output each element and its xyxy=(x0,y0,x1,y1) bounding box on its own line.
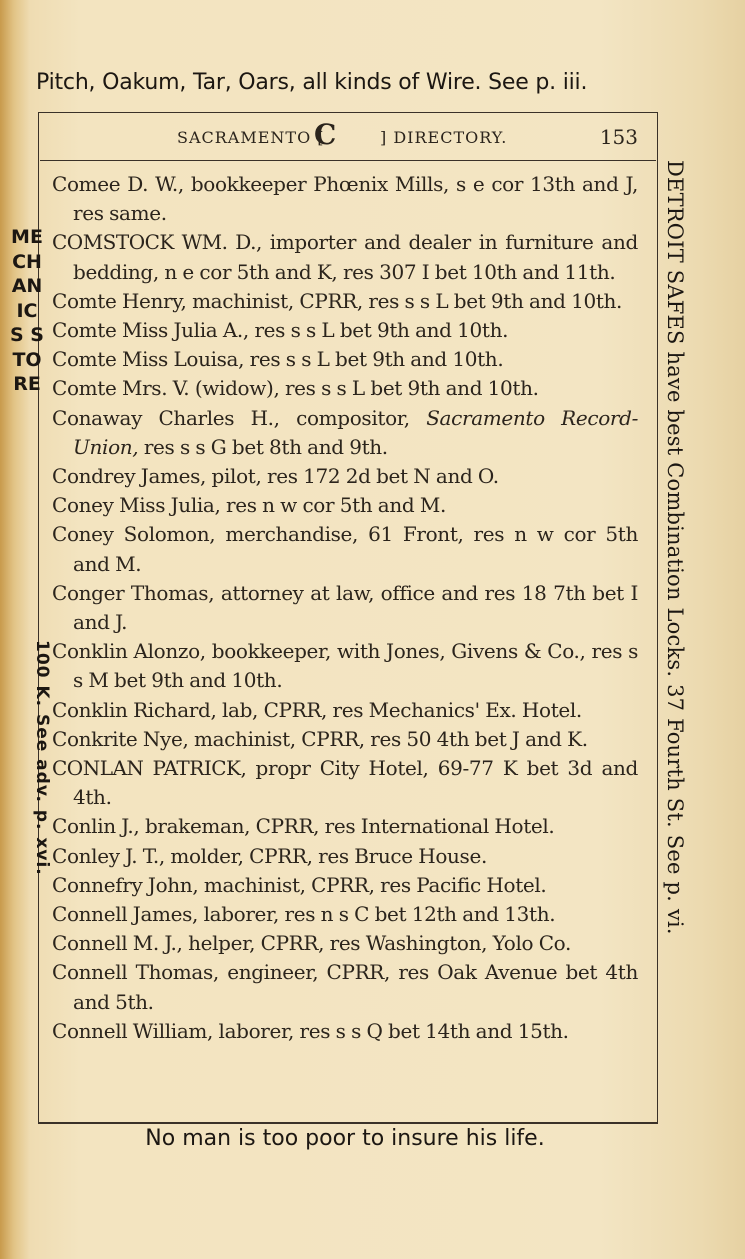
directory-entry xyxy=(52,462,638,491)
header-city: SACRAMENTO [ xyxy=(177,128,325,147)
entry-name: Conlin J., xyxy=(52,814,140,839)
entry-details: laborer, res n s C bet 12th and 13th. xyxy=(198,902,556,927)
entry-details: machinist, CPRR, res 50 4th bet J and K. xyxy=(188,726,588,751)
directory-entry xyxy=(52,579,638,637)
frame-top-rule xyxy=(38,112,658,113)
entry-name: CONLAN PATRICK, xyxy=(52,756,247,781)
entry-name: Conkrite Nye, xyxy=(52,726,189,751)
entry-name: Connefry John, xyxy=(52,872,199,897)
entry-name: Comte Miss Julia A., xyxy=(52,318,249,343)
directory-entry xyxy=(52,170,638,228)
entry-details: helper, CPRR, res Washington, Yolo Co. xyxy=(182,931,572,956)
directory-entry xyxy=(52,491,638,520)
left-margin-advertisement-rotated: 100 K. See adv. p. xvi. xyxy=(32,640,52,876)
entry-details: attorney at law, office and res 18 7th bet I and J. xyxy=(73,580,638,635)
directory-entry xyxy=(52,929,638,958)
entry-name: Connell M. J., xyxy=(52,931,183,956)
entry-name: Comte Henry, xyxy=(52,288,187,313)
entry-name: Condrey James, xyxy=(52,464,207,489)
right-margin-advertisement: DETROIT SAFES have best Combination Locks. 37 Fourth St. See p. vi. xyxy=(663,160,687,935)
directory-entry xyxy=(52,520,638,578)
running-header xyxy=(52,120,638,160)
directory-entry xyxy=(52,754,638,812)
entry-name: Conger Thomas, xyxy=(52,580,215,605)
directory-entry xyxy=(52,842,638,871)
entry-name: Comee D. W., xyxy=(52,172,184,196)
entry-details: propr City Hotel, 69-77 K bet 3d and 4th. xyxy=(73,756,639,810)
entry-name: Comte Mrs. V. xyxy=(52,376,190,401)
entry-name: Conaway Charles H., xyxy=(52,405,280,430)
entry-name: Coney Solomon, xyxy=(52,522,216,547)
directory-entry xyxy=(52,316,638,345)
entry-name: Connell Thomas, xyxy=(52,960,219,985)
entry-details: molder, CPRR, res Bruce House. xyxy=(164,843,487,868)
directory-entry xyxy=(52,1017,638,1046)
entry-employer-italic: Sacramento Record-Union, xyxy=(73,405,638,459)
entry-details: pilot, res 172 2d bet N and O. xyxy=(206,464,499,489)
directory-entry xyxy=(52,404,638,462)
entry-name: Comte Miss Louisa, xyxy=(52,347,245,372)
entry-details: res n w cor 5th and M. xyxy=(220,493,447,518)
entry-details: machinist, CPRR, res Pacific Hotel. xyxy=(198,872,547,897)
header-rule xyxy=(40,160,656,161)
entry-details: importer and dealer in furniture and bedding, n e cor 5th and K, res 307 I bet 10th and 11th. xyxy=(73,230,638,284)
entry-details: bookkeeper, with Jones, Givens & Co., res s s M bet 9th and 10th. xyxy=(73,639,639,693)
entry-details-continued: res s s G bet 8th and 9th. xyxy=(138,434,388,459)
directory-entry xyxy=(52,958,638,1016)
entry-name: Connell James, xyxy=(52,902,199,927)
entry-name: COMSTOCK WM. D., xyxy=(52,230,262,255)
entry-name: Conklin Richard, xyxy=(52,697,217,722)
entry-name: Connell William, xyxy=(52,1018,214,1043)
entry-details: laborer, res s s Q bet 14th and 15th. xyxy=(213,1018,569,1043)
directory-entry xyxy=(52,812,638,841)
entry-details: compositor, xyxy=(279,405,427,430)
header-letter: C xyxy=(314,118,337,151)
directory-entry xyxy=(52,374,638,403)
entry-details: lab, CPRR, res Mechanics' Ex. Hotel. xyxy=(216,697,582,722)
entry-details: res s s L bet 9th and 10th. xyxy=(244,347,504,372)
bottom-advertisement: No man is too poor to insure his life. xyxy=(145,1126,545,1151)
entry-name: Coney Miss Julia, xyxy=(52,493,221,518)
top-advertisement: Pitch, Oakum, Tar, Oars, all kinds of Wire. See p. iii. xyxy=(36,70,588,95)
entry-details: brakeman, CPRR, res International Hotel. xyxy=(139,814,555,839)
directory-entry xyxy=(52,287,638,316)
directory-entry xyxy=(52,871,638,900)
entry-details: bookkeeper Phœnix Mills, s e cor 13th and J, res same. xyxy=(73,172,638,226)
page-number: 153 xyxy=(599,125,638,149)
entry-name: Conklin Alonzo, xyxy=(52,639,206,664)
header-directory: ] DIRECTORY. xyxy=(380,128,508,147)
directory-entry xyxy=(52,725,638,754)
entry-details: merchandise, 61 Front, res n w cor 5th and M. xyxy=(73,522,638,576)
directory-entry xyxy=(52,228,638,286)
entry-details: machinist, CPRR, res s s L bet 9th and 10th. xyxy=(186,288,623,313)
left-margin-advertisement: MECHANICS STORE xyxy=(10,226,44,395)
directory-entries xyxy=(52,170,638,1046)
directory-entry xyxy=(52,696,638,725)
directory-entry xyxy=(52,345,638,374)
entry-details: res s s L bet 9th and 10th. xyxy=(248,318,509,343)
directory-entry xyxy=(52,900,638,929)
entry-name: Conley J. T., xyxy=(52,843,165,868)
directory-entry xyxy=(52,637,638,695)
entry-details: engineer, CPRR, res Oak Avenue bet 4th and 5th. xyxy=(73,960,638,1014)
entry-details: (widow), res s s L bet 9th and 10th. xyxy=(189,376,539,401)
